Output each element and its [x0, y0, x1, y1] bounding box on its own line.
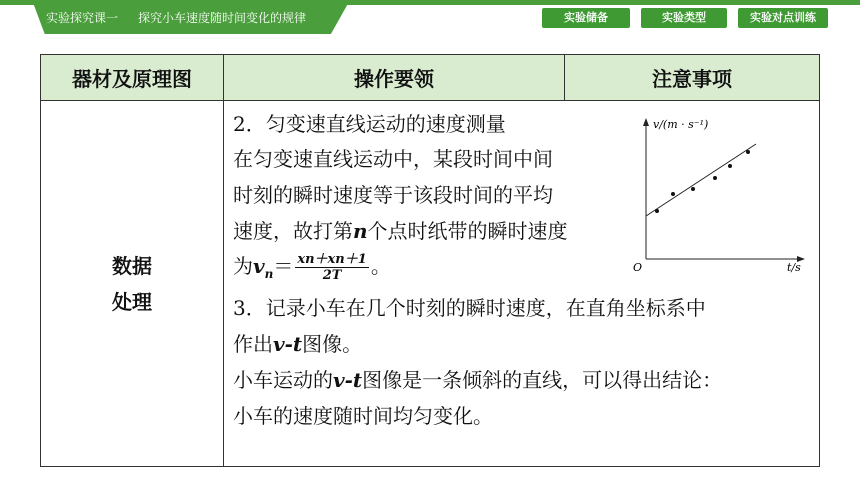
text-line-4a: 速度，故打第: [233, 219, 353, 243]
nav-button-reserve[interactable]: 实验储备: [542, 8, 630, 28]
text-line-6: 3．记录小车在几个时刻的瞬时速度，在直角坐标系中: [233, 296, 706, 320]
content-cell: [224, 101, 820, 467]
header-notes: 注意事项: [565, 55, 820, 101]
text-line-8: [233, 364, 722, 393]
y-axis-arrow: [643, 118, 649, 126]
fit-line: [646, 144, 756, 216]
nav-button-types[interactable]: 实验类型: [641, 8, 727, 28]
x-axis-label: t/s: [787, 261, 801, 274]
vt-graph: [631, 114, 811, 274]
origin-label: O: [633, 261, 643, 274]
data-point: [671, 192, 675, 196]
text-line-2: 在匀变速直线运动中，某段时间中间: [233, 147, 553, 171]
text-line-7a: 作出: [233, 332, 273, 356]
vt-symbol-2: v-t: [333, 368, 363, 392]
text-line-7: [233, 328, 362, 357]
text-line-8a: 小车运动的: [233, 368, 333, 392]
text-line-9: 小车的速度随时间均匀变化。: [233, 404, 493, 428]
text-line-4: [233, 215, 568, 244]
data-point: [691, 187, 695, 191]
text-line-1: 2．匀变速直线运动的速度测量: [233, 112, 506, 136]
vt-symbol-1: v-t: [273, 332, 303, 356]
text-line-7b: 图像。: [302, 332, 363, 356]
text-line-4b: 个点时纸带的瞬时速度: [367, 219, 568, 243]
y-axis-label: v/(m · s⁻¹): [653, 118, 709, 131]
var-n: n: [353, 219, 368, 243]
data-point: [655, 209, 659, 213]
experiment-table: [40, 54, 820, 467]
nav-button-training[interactable]: 实验对点训练: [738, 8, 828, 28]
formula-v: v: [253, 254, 265, 278]
text-line-3: 时刻的瞬时速度等于该段时间的平均: [233, 183, 553, 207]
lesson-title: 实验探究课一: [46, 11, 119, 25]
formula-prefix: 为: [233, 254, 253, 278]
header-equipment: 器材及原理图: [41, 55, 224, 101]
formula-line: [233, 250, 391, 283]
data-point: [713, 176, 717, 180]
row-label: [41, 101, 224, 467]
data-point: [728, 164, 732, 168]
row-label-line1: 数据: [112, 253, 152, 278]
formula-denominator: 2T: [322, 268, 342, 283]
formula-end: 。: [370, 254, 391, 278]
row-label-line2: 处理: [112, 289, 152, 314]
top-bar: [0, 0, 860, 34]
topic-title: 探究小车速度随时间变化的规律: [138, 11, 307, 25]
formula-eq: ＝: [273, 254, 294, 278]
data-point: [746, 150, 750, 154]
formula-fraction: [295, 252, 368, 283]
formula-sub: n: [264, 267, 274, 281]
text-line-8b: 图像是一条倾斜的直线，可以得出结论：: [362, 368, 723, 392]
formula-numerator: xn＋xn＋1: [297, 252, 367, 267]
content-area: [225, 102, 818, 465]
header-operation: 操作要领: [224, 55, 565, 101]
